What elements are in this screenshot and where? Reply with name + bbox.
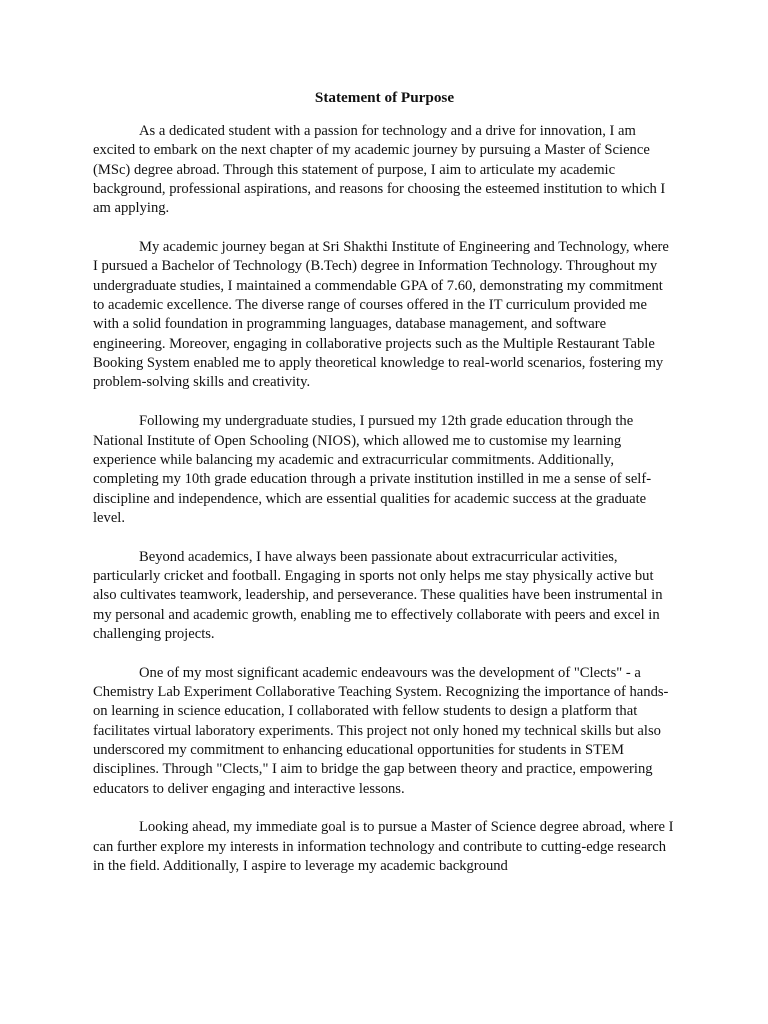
paragraph-clects-project: One of my most significant academic endeavours was the development of "Clects" - a Chemistry Lab Experiment Collaborative Teaching System. Recognizing the importance of hands-on learning in science education, I collaborated with fellow students to design a platform that facilitates virtual laboratory experiments. This project not only honed my technical skills but also underscored my commitment to enhancing educational opportunities for students in STEM disciplines. Through "Clects," I aim to bridge the gap between theory and practice, empowering educators to deliver engaging and interactive lessons. [93, 664, 669, 797]
paragraph-academic-journey: My academic journey began at Sri Shakthi Institute of Engineering and Technology, where I pursued a Bachelor of Technology (B.Tech) degree in Information Technology. Throughout my undergraduate studies, I maintained a commendable GPA of 7.60, demonstrating my commitment to academic excellence. The diverse range of courses offered in the IT curriculum provided me with a solid foundation in programming languages, database management, and software engineering. Moreover, engaging in collaborative projects such as the Multiple Restaurant Table Booking System enabled me to apply theoretical knowledge to real-world scenarios, fostering my problem-solving skills and creativity. [93, 239, 669, 391]
document-title: Statement of Purpose [314, 89, 455, 106]
paragraph-introduction: As a dedicated student with a passion for technology and a drive for innovation, I am excited to embark on the next chapter of my academic journey by pursuing a Master of Science (MSc) degree abroad. Through this statement of purpose, I aim to articulate my academic background, professional aspirations, and reasons for choosing the esteemed institution to which I am applying. [93, 123, 666, 217]
paragraph-future-goals: Looking ahead, my immediate goal is to pursue a Master of Science degree abroad, where I can further explore my interests in information technology and contribute to cutting-edge research in the field. Additionally, I aspire to leverage my academic background [93, 819, 674, 875]
paragraph-extracurricular: Beyond academics, I have always been passionate about extracurricular activities, particularly cricket and football. Engaging in sports not only helps me stay physically active but also cultivates teamwork, leadership, and perseverance. These qualities have been instrumental in my personal and academic growth, enabling me to effectively collaborate with peers and excel in challenging projects. [93, 548, 663, 642]
paragraph-schooling: Following my undergraduate studies, I pursued my 12th grade education through the National Institute of Open Schooling (NIOS), which allowed me to customise my learning experience while balancing my academic and extracurricular commitments. Additionally, completing my 10th grade education through a private institution instilled in me a sense of self-discipline and independence, which are essential qualities for academic success at the graduate level. [93, 413, 652, 526]
document-body [93, 88, 676, 896]
